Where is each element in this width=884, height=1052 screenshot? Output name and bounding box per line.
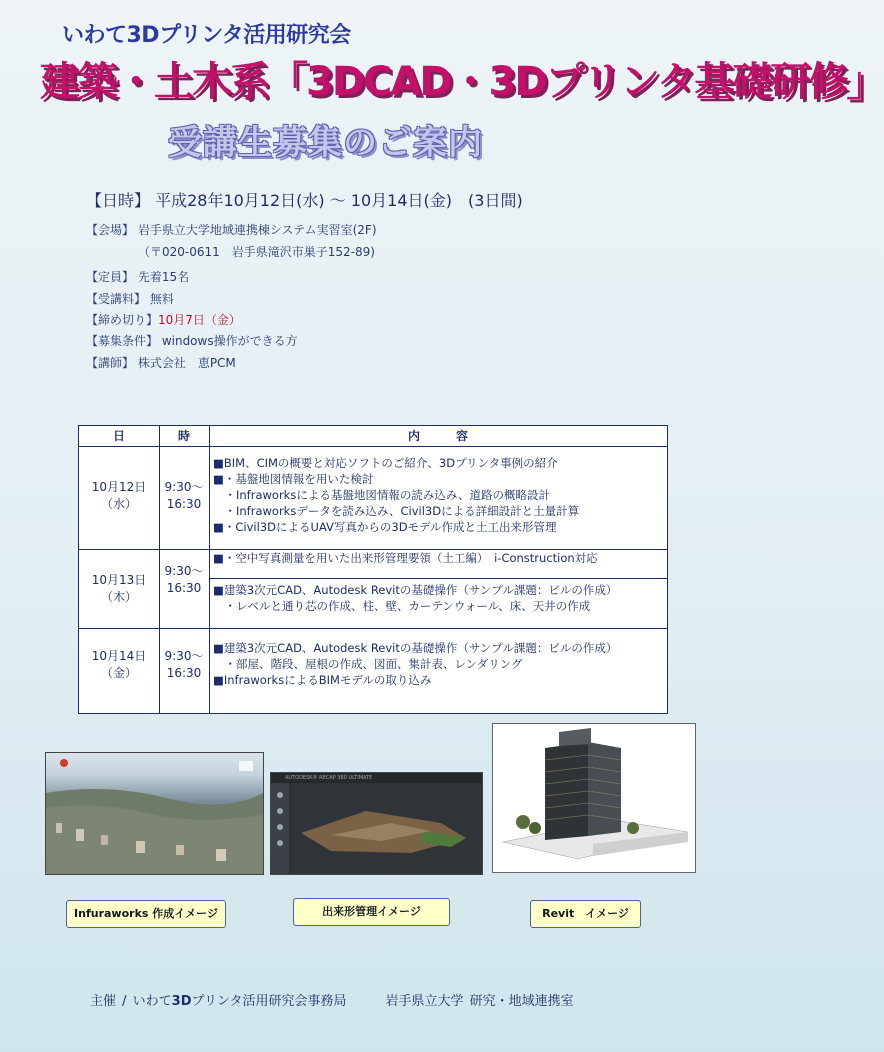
footer-org: プリンタ活用研究会事務局 bbox=[191, 994, 347, 1009]
requirements-info: 【募集条件】 windows操作ができる方 bbox=[86, 334, 298, 348]
time-end: 16:30 bbox=[166, 497, 202, 511]
column-divider bbox=[209, 426, 210, 713]
aerial-city-graphic bbox=[46, 753, 263, 874]
weekday-label: （木） bbox=[100, 590, 137, 604]
capacity-info: 【定員】 先着15名 bbox=[86, 270, 190, 284]
footer-organizers bbox=[90, 990, 574, 1009]
table-row-content bbox=[213, 550, 598, 566]
infraworks-caption: Infuraworks 作成イメージ bbox=[66, 900, 226, 928]
app-titlebar: AUTODESK® RECAP 360 ULTIMATE bbox=[271, 773, 482, 783]
row-subdivider bbox=[209, 578, 667, 579]
table-row-day bbox=[79, 648, 159, 682]
table-row-content bbox=[213, 582, 617, 614]
building-graphic bbox=[493, 724, 695, 872]
time-start: 9:30～ bbox=[164, 480, 204, 494]
header-day: 日 bbox=[79, 426, 159, 447]
table-row-time bbox=[159, 479, 209, 513]
table-row-content bbox=[213, 455, 579, 535]
day-label: 10月13日 bbox=[91, 573, 147, 587]
header-time: 時 bbox=[159, 426, 209, 447]
revit-image bbox=[492, 723, 696, 873]
footer-university: 岩手県立大学 研究・地域連携室 bbox=[385, 994, 574, 1009]
recap-image bbox=[270, 772, 483, 875]
venue-address: （〒020-0611 岩手県滝沢市巣子152-89) bbox=[138, 245, 375, 259]
terrain-graphic bbox=[271, 783, 482, 874]
revit-caption: Revit イメージ bbox=[530, 900, 641, 928]
content-line: ■建築3次元CAD、Autodesk Revitの基礎操作（サンプル課題：ビルの作成） bbox=[213, 641, 618, 655]
time-start: 9:30～ bbox=[164, 564, 204, 578]
event-dates: 【日時】 平成28年10月12日(水) ～ 10月14日(金) (3日間) bbox=[86, 191, 523, 210]
page-subtitle: 受講生募集のご案内 bbox=[168, 123, 483, 163]
content-line: ・Infraworksデータを読み込み、Civil3Dによる詳細設計と土量計算 bbox=[213, 504, 580, 518]
dekigata-caption: 出来形管理イメージ bbox=[293, 898, 450, 926]
header-content: 内 容 bbox=[209, 426, 667, 447]
table-row-time bbox=[159, 648, 209, 682]
content-line: ■InfraworksによるBIMモデルの取り込み bbox=[213, 673, 432, 687]
organization-name: いわて3Dプリンタ活用研究会 bbox=[62, 23, 351, 48]
deadline-value: 10月7日（金） bbox=[158, 313, 241, 327]
day-label: 10月14日 bbox=[91, 649, 147, 663]
table-row-day bbox=[79, 479, 159, 513]
content-line: ・Infraworksによる基盤地図情報の読み込み、道路の概略設計 bbox=[213, 488, 551, 502]
schedule-table bbox=[78, 425, 668, 714]
content-line: ■・空中写真測量を用いた出来形管理要領（土工編） i-Construction対応 bbox=[213, 551, 598, 565]
infraworks-image bbox=[45, 752, 264, 875]
footer-prefix: 主催 / いわて bbox=[90, 994, 172, 1009]
table-row-time bbox=[159, 563, 209, 597]
content-line: ・部屋、階段、屋根の作成、図面、集計表、レンダリング bbox=[213, 657, 523, 671]
weekday-label: （水） bbox=[100, 497, 137, 511]
deadline-label: 【締め切り】 bbox=[86, 313, 159, 327]
instructor-info: 【講師】 株式会社 恵PCM bbox=[86, 356, 236, 370]
row-divider bbox=[79, 628, 667, 629]
table-row-day bbox=[79, 572, 159, 606]
weekday-label: （金） bbox=[100, 666, 137, 680]
time-end: 16:30 bbox=[166, 581, 202, 595]
deadline-info bbox=[86, 311, 241, 328]
day-label: 10月12日 bbox=[91, 480, 147, 494]
content-line: ■・Civil3DによるUAV写真からの3Dモデル作成と土工出来形管理 bbox=[213, 520, 557, 534]
page-title: 建築・土木系「3DCAD・3Dプリンタ基礎研修」 bbox=[40, 59, 884, 105]
content-line: ■BIM、CIMの概要と対応ソフトのご紹介、3Dプリンタ事例の紹介 bbox=[213, 456, 558, 470]
content-line: ■建築3次元CAD、Autodesk Revitの基礎操作（サンプル課題：ビルの作成） bbox=[213, 583, 618, 597]
content-line: ・レベルと通り芯の作成、柱、壁、カーテンウォール、床、天井の作成 bbox=[213, 599, 591, 613]
time-start: 9:30～ bbox=[164, 649, 204, 663]
time-end: 16:30 bbox=[166, 666, 202, 680]
fee-info: 【受講料】 無料 bbox=[86, 292, 174, 306]
venue-info: 【会場】 岩手県立大学地域連携棟システム実習室(2F) bbox=[86, 223, 377, 237]
table-row-content bbox=[213, 640, 617, 688]
content-line: ■・基盤地図情報を用いた検討 bbox=[213, 472, 374, 486]
footer-bold: 3D bbox=[171, 994, 192, 1009]
